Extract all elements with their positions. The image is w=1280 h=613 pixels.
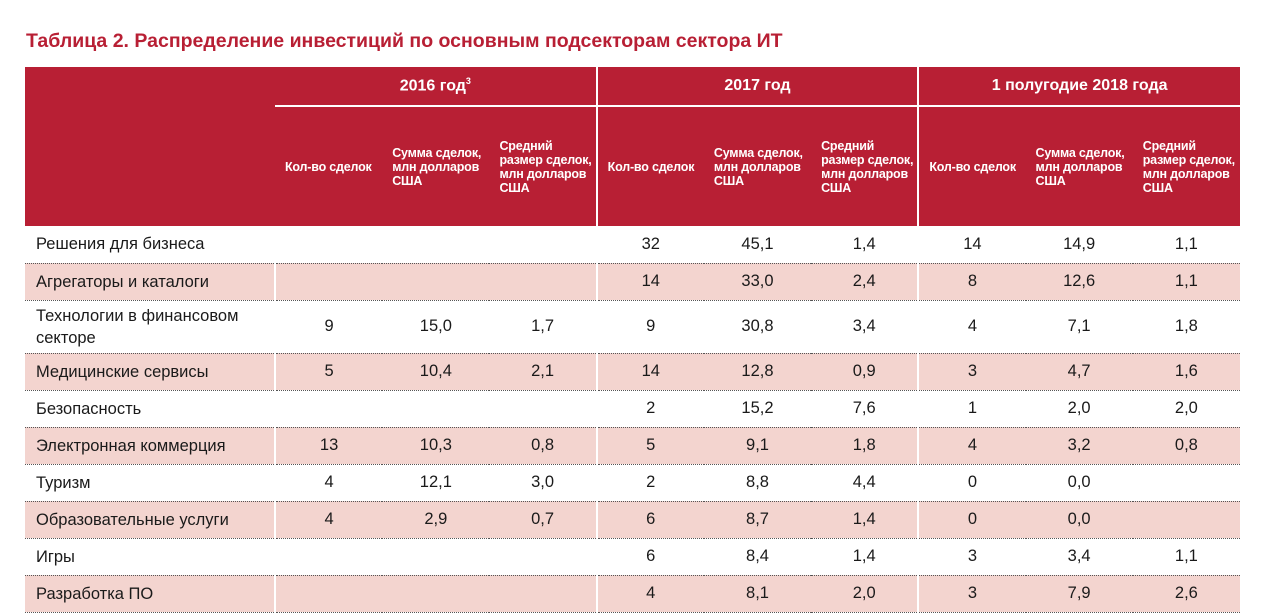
table-row xyxy=(25,427,1240,464)
cell: 12,6 xyxy=(1026,263,1133,300)
cell: 8,1 xyxy=(704,575,811,612)
cell: 45,1 xyxy=(704,226,811,263)
cell: 2,1 xyxy=(489,353,596,390)
cell: 0,0 xyxy=(1026,464,1133,501)
table-row xyxy=(25,501,1240,538)
cell: 1,8 xyxy=(1133,300,1240,353)
subheader-avg: Средний размер сделок, млн долларов США xyxy=(821,138,914,195)
cell xyxy=(489,575,596,612)
table-row xyxy=(25,263,1240,300)
cell: 9 xyxy=(597,300,704,353)
cell: 0,8 xyxy=(489,427,596,464)
subheader-avg: Средний размер сделок, млн долларов США xyxy=(1142,138,1235,195)
subheader-sum: Сумма сделок, млн долларов США xyxy=(713,145,803,188)
cell xyxy=(382,390,489,427)
cell: 13 xyxy=(275,427,382,464)
row-name: Образовательные услуги xyxy=(25,501,275,538)
cell: 7,9 xyxy=(1026,575,1133,612)
cell: 2,6 xyxy=(1133,575,1240,612)
row-name: Разработка ПО xyxy=(25,575,275,612)
cell xyxy=(1133,501,1240,538)
cell xyxy=(489,390,596,427)
cell: 30,8 xyxy=(704,300,811,353)
cell: 8,8 xyxy=(704,464,811,501)
row-name: Безопасность xyxy=(25,390,275,427)
table-row xyxy=(25,464,1240,501)
cell: 15,0 xyxy=(382,300,489,353)
cell xyxy=(275,538,382,575)
cell xyxy=(275,575,382,612)
year-header-2017: 2017 год xyxy=(597,67,919,106)
investment-table xyxy=(25,67,1240,613)
cell: 14,9 xyxy=(1026,226,1133,263)
cell: 4 xyxy=(275,501,382,538)
cell: 7,6 xyxy=(811,390,918,427)
cell: 14 xyxy=(597,353,704,390)
cell xyxy=(382,263,489,300)
cell: 4,4 xyxy=(811,464,918,501)
row-name: Технологии в финансовом секторе xyxy=(25,300,275,353)
cell xyxy=(489,263,596,300)
table-body xyxy=(25,226,1240,612)
cell: 3,4 xyxy=(811,300,918,353)
cell xyxy=(489,538,596,575)
cell: 6 xyxy=(597,538,704,575)
cell: 6 xyxy=(597,501,704,538)
row-name: Туризм xyxy=(25,464,275,501)
cell xyxy=(275,226,382,263)
cell: 4 xyxy=(918,300,1025,353)
cell: 1,1 xyxy=(1133,538,1240,575)
cell xyxy=(382,575,489,612)
row-name: Агрегаторы и каталоги xyxy=(25,263,275,300)
cell: 0,7 xyxy=(489,501,596,538)
subheader-sum: Сумма сделок, млн долларов США xyxy=(392,145,482,188)
cell xyxy=(275,390,382,427)
table-row xyxy=(25,353,1240,390)
cell: 5 xyxy=(275,353,382,390)
cell: 5 xyxy=(597,427,704,464)
table-row xyxy=(25,300,1240,353)
cell: 8,4 xyxy=(704,538,811,575)
subheader-count: Кол-во сделок xyxy=(285,159,372,174)
cell: 14 xyxy=(597,263,704,300)
cell: 15,2 xyxy=(704,390,811,427)
subheader-avg: Средний размер сделок, млн долларов США xyxy=(499,138,592,195)
cell: 2 xyxy=(597,390,704,427)
row-name: Решения для бизнеса xyxy=(25,226,275,263)
cell: 0 xyxy=(918,501,1025,538)
cell: 3 xyxy=(918,353,1025,390)
cell: 14 xyxy=(918,226,1025,263)
cell: 1,4 xyxy=(811,226,918,263)
cell: 3,4 xyxy=(1026,538,1133,575)
table-header xyxy=(25,67,1240,226)
subheader-count: Кол-во сделок xyxy=(918,106,1025,226)
cell: 0,9 xyxy=(811,353,918,390)
cell: 1,1 xyxy=(1133,226,1240,263)
cell: 12,1 xyxy=(382,464,489,501)
year-header-2018h1: 1 полугодие 2018 года xyxy=(918,67,1240,106)
cell: 33,0 xyxy=(704,263,811,300)
row-name: Игры xyxy=(25,538,275,575)
cell: 2,0 xyxy=(1133,390,1240,427)
row-name: Электронная коммерция xyxy=(25,427,275,464)
table-row xyxy=(25,226,1240,263)
cell: 0,8 xyxy=(1133,427,1240,464)
header-corner-lower xyxy=(25,106,275,226)
cell xyxy=(1133,464,1240,501)
cell: 12,8 xyxy=(704,353,811,390)
cell: 1,4 xyxy=(811,501,918,538)
cell xyxy=(489,226,596,263)
cell: 4 xyxy=(918,427,1025,464)
cell: 10,3 xyxy=(382,427,489,464)
year-header-2016: 2016 год$^3$ xyxy=(275,67,597,106)
cell: 9 xyxy=(275,300,382,353)
table-title: Таблица 2. Распределение инвестиций по основным подсекторам сектора ИТ xyxy=(26,30,783,52)
cell: 1,4 xyxy=(811,538,918,575)
cell: 2,0 xyxy=(1026,390,1133,427)
cell: 32 xyxy=(597,226,704,263)
subheader-count: Кол-во сделок xyxy=(597,106,704,226)
cell: 1,8 xyxy=(811,427,918,464)
cell: 8 xyxy=(918,263,1025,300)
cell: 0,0 xyxy=(1026,501,1133,538)
cell: 4 xyxy=(597,575,704,612)
cell: 2 xyxy=(597,464,704,501)
cell: 3 xyxy=(918,538,1025,575)
cell xyxy=(382,538,489,575)
cell: 2,9 xyxy=(382,501,489,538)
cell: 9,1 xyxy=(704,427,811,464)
cell: 3,0 xyxy=(489,464,596,501)
table-row xyxy=(25,575,1240,612)
cell: 2,0 xyxy=(811,575,918,612)
cell: 8,7 xyxy=(704,501,811,538)
cell: 3 xyxy=(918,575,1025,612)
table-row xyxy=(25,390,1240,427)
cell: 1,1 xyxy=(1133,263,1240,300)
cell: 4,7 xyxy=(1026,353,1133,390)
cell: 0 xyxy=(918,464,1025,501)
cell xyxy=(382,226,489,263)
cell xyxy=(275,263,382,300)
table-row xyxy=(25,538,1240,575)
cell: 2,4 xyxy=(811,263,918,300)
cell: 4 xyxy=(275,464,382,501)
cell: 10,4 xyxy=(382,353,489,390)
cell: 1 xyxy=(918,390,1025,427)
subheader-sum: Сумма сделок, млн долларов США xyxy=(1035,145,1125,188)
cell: 7,1 xyxy=(1026,300,1133,353)
cell: 1,7 xyxy=(489,300,596,353)
cell: 3,2 xyxy=(1026,427,1133,464)
header-corner xyxy=(25,67,275,106)
row-name: Медицинские сервисы xyxy=(25,353,275,390)
cell: 1,6 xyxy=(1133,353,1240,390)
